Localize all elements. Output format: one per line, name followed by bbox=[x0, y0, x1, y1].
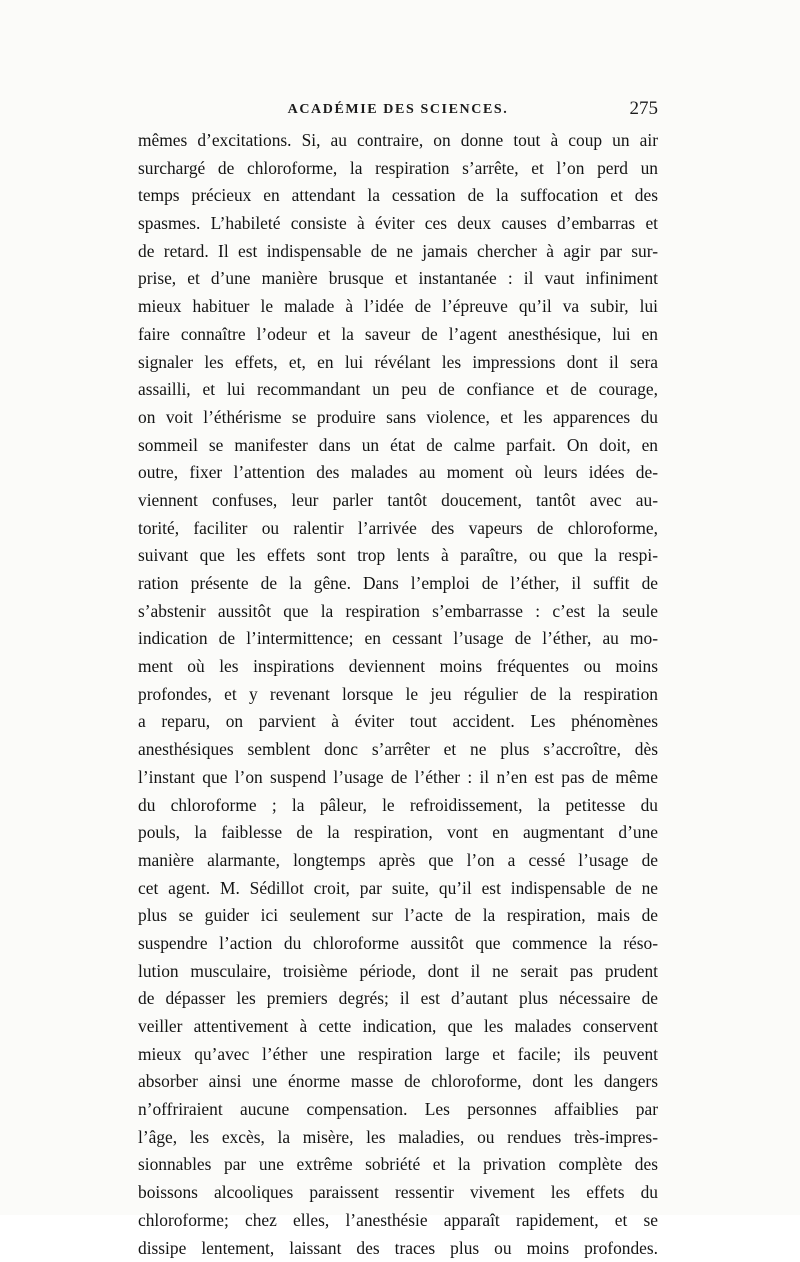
text-line: torité, faciliter ou ralentir l’arrivée des vapeurs de chloroforme, bbox=[138, 515, 658, 543]
text-line: l’instant que l’on suspend l’usage de l’éther : il n’en est pas de même bbox=[138, 764, 658, 792]
text-line: sionnables par une extrême sobriété et la privation complète des bbox=[138, 1151, 658, 1179]
text-line: suspendre l’action du chloroforme aussitôt que commence la réso- bbox=[138, 930, 658, 958]
running-head: ACADÉMIE DES SCIENCES. bbox=[138, 102, 658, 118]
text-line: plus se guider ici seulement sur l’acte de la respiration, mais de bbox=[138, 902, 658, 930]
text-line: du chloroforme ; la pâleur, le refroidissement, la petitesse du bbox=[138, 792, 658, 820]
text-line: pouls, la faiblesse de la respiration, vont en augmentant d’une bbox=[138, 819, 658, 847]
text-line: sommeil se manifester dans un état de calme parfait. On doit, en bbox=[138, 432, 658, 460]
text-line: ment où les inspirations deviennent moins fréquentes ou moins bbox=[138, 653, 658, 681]
text-line: prise, et d’une manière brusque et instantanée : il vaut infiniment bbox=[138, 265, 658, 293]
text-line: cet agent. M. Sédillot croit, par suite, qu’il est indispensable de ne bbox=[138, 875, 658, 903]
text-line: anesthésiques semblent donc s’arrêter et ne plus s’accroître, dès bbox=[138, 736, 658, 764]
text-line: profondes, et y revenant lorsque le jeu régulier de la respiration bbox=[138, 681, 658, 709]
text-line: signaler les effets, et, en lui révélant les impressions dont il sera bbox=[138, 349, 658, 377]
text-line: mieux qu’avec l’éther une respiration large et facile; ils peuvent bbox=[138, 1041, 658, 1069]
text-line: spasmes. L’habileté consiste à éviter ces deux causes d’embarras et bbox=[138, 210, 658, 238]
text-line: absorber ainsi une énorme masse de chloroforme, dont les dangers bbox=[138, 1068, 658, 1096]
text-line: ration présente de la gêne. Dans l’emploi de l’éther, il suffit de bbox=[138, 570, 658, 598]
text-line: suivant que les effets sont trop lents à paraître, ou que la respi- bbox=[138, 542, 658, 570]
text-line: temps précieux en attendant la cessation de la suffocation et des bbox=[138, 182, 658, 210]
text-line: lution musculaire, troisième période, dont il ne serait pas prudent bbox=[138, 958, 658, 986]
text-line: s’abstenir aussitôt que la respiration s’embarrasse : c’est la seule bbox=[138, 598, 658, 626]
text-line: de dépasser les premiers degrés; il est d’autant plus nécessaire de bbox=[138, 985, 658, 1013]
text-line: chloroforme; chez elles, l’anesthésie apparaît rapidement, et se bbox=[138, 1207, 658, 1235]
text-line: a reparu, on parvient à éviter tout accident. Les phénomènes bbox=[138, 708, 658, 736]
text-line: veiller attentivement à cette indication, que les malades conservent bbox=[138, 1013, 658, 1041]
text-line: on voit l’éthérisme se produire sans violence, et les apparences du bbox=[138, 404, 658, 432]
page-number: 275 bbox=[630, 98, 659, 120]
text-line: boissons alcooliques paraissent ressentir vivement les effets du bbox=[138, 1179, 658, 1207]
text-line: de retard. Il est indispensable de ne jamais chercher à agir par sur- bbox=[138, 238, 658, 266]
page-header bbox=[138, 90, 658, 130]
text-line: surchargé de chloroforme, la respiration s’arrête, et l’on perd un bbox=[138, 155, 658, 183]
text-line: n’offriraient aucune compensation. Les personnes affaiblies par bbox=[138, 1096, 658, 1124]
text-line: assailli, et lui recommandant un peu de confiance et de courage, bbox=[138, 376, 658, 404]
text-line: mêmes d’excitations. Si, au contraire, on donne tout à coup un air bbox=[138, 127, 658, 155]
text-line: indication de l’intermittence; en cessant l’usage de l’éther, au mo- bbox=[138, 625, 658, 653]
text-line: mieux habituer le malade à l’idée de l’épreuve qu’il va subir, lui bbox=[138, 293, 658, 321]
text-line: dissipe lentement, laissant des traces plus ou moins profondes. bbox=[138, 1235, 658, 1262]
text-line: outre, fixer l’attention des malades au moment où leurs idées de- bbox=[138, 459, 658, 487]
text-line: manière alarmante, longtemps après que l’on a cessé l’usage de bbox=[138, 847, 658, 875]
body-text bbox=[138, 127, 658, 1262]
text-line: faire connaître l’odeur et la saveur de l’agent anesthésique, lui en bbox=[138, 321, 658, 349]
text-line: l’âge, les excès, la misère, les maladies, ou rendues très-impres- bbox=[138, 1124, 658, 1152]
text-line: viennent confuses, leur parler tantôt doucement, tantôt avec au- bbox=[138, 487, 658, 515]
